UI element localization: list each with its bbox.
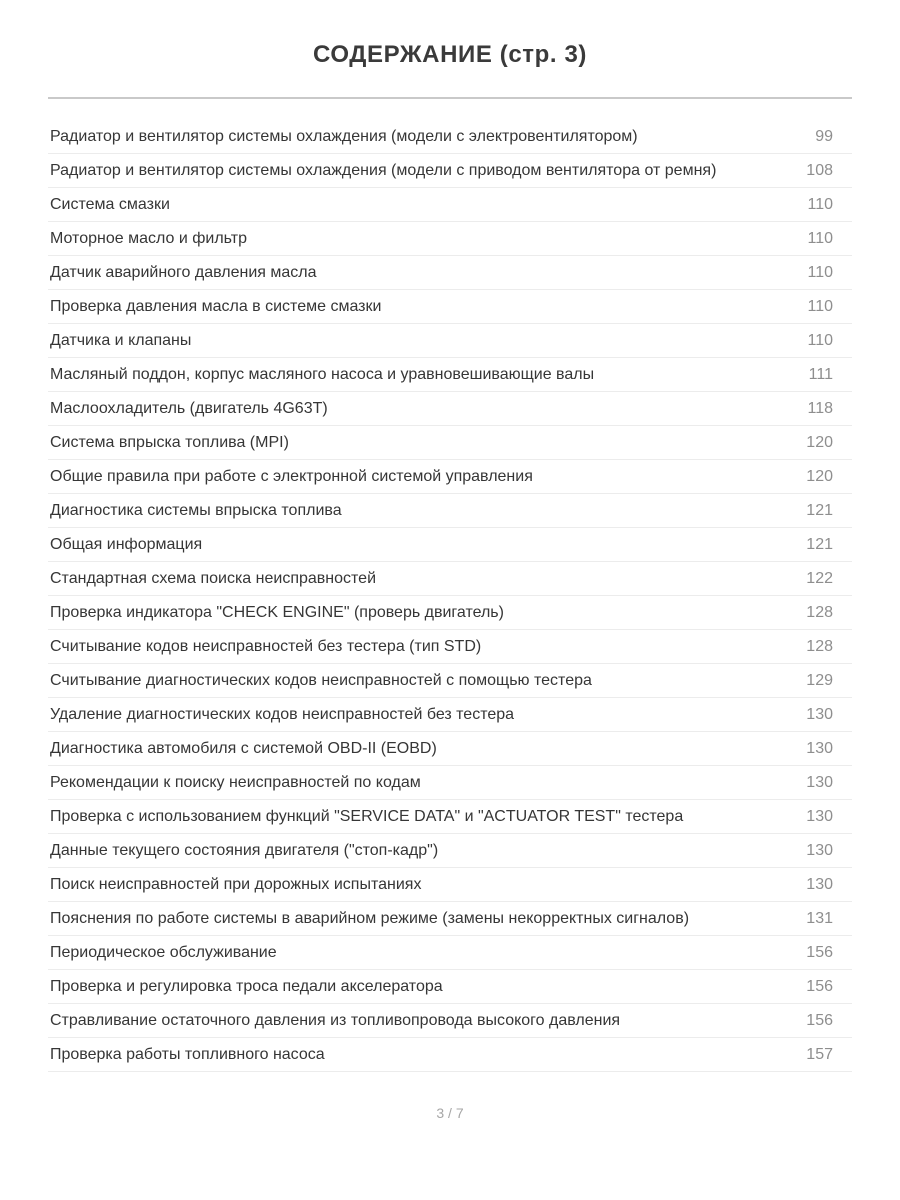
- toc-entry[interactable]: [48, 902, 852, 936]
- toc-entry-page-number: 99: [815, 128, 833, 145]
- toc-entry-label: Проверка работы топливного насоса: [50, 1046, 325, 1063]
- toc-entry-page-number: 156: [806, 978, 833, 995]
- toc-entry-label: Радиатор и вентилятор системы охлаждения (модели с электровентилятором): [50, 128, 638, 145]
- toc-entry-label: Общие правила при работе с электронной системой управления: [50, 468, 533, 485]
- toc-entry-label: Диагностика автомобиля с системой OBD-II (EOBD): [50, 740, 437, 757]
- toc-entry-page-number: 128: [806, 604, 833, 621]
- toc-entry[interactable]: [48, 970, 852, 1004]
- toc-entry[interactable]: [48, 732, 852, 766]
- toc-entry-label: Датчик аварийного давления масла: [50, 264, 317, 281]
- toc-entry-label: Радиатор и вентилятор системы охлаждения (модели с приводом вентилятора от ремня): [50, 162, 717, 179]
- toc-entry-page-number: 129: [806, 672, 833, 689]
- toc-entry[interactable]: [48, 664, 852, 698]
- toc-entry[interactable]: [48, 936, 852, 970]
- toc-entry-label: Масляный поддон, корпус масляного насоса и уравновешивающие валы: [50, 366, 595, 383]
- toc-entry[interactable]: [48, 800, 852, 834]
- toc-entry-label: Проверка давления масла в системе смазки: [50, 298, 382, 315]
- toc-entry-label: Рекомендации к поиску неисправностей по кодам: [50, 774, 421, 791]
- toc-entry-label: Датчика и клапаны: [50, 332, 192, 349]
- toc-entry-page-number: 130: [806, 774, 833, 791]
- toc-entry-page-number: 110: [807, 298, 833, 315]
- toc-entry-page-number: 130: [806, 808, 833, 825]
- toc-entry[interactable]: [48, 392, 852, 426]
- toc-entry[interactable]: [48, 562, 852, 596]
- toc-entry-label: Считывание диагностических кодов неисправностей с помощью тестера: [50, 672, 592, 689]
- toc-list: [48, 120, 852, 1072]
- toc-entry-label: Периодическое обслуживание: [50, 944, 277, 961]
- toc-entry-label: Система смазки: [50, 196, 170, 213]
- toc-entry[interactable]: [48, 188, 852, 222]
- toc-entry[interactable]: [48, 1004, 852, 1038]
- toc-entry-page-number: 122: [806, 570, 833, 587]
- toc-entry-page-number: 111: [808, 366, 833, 383]
- toc-entry-page-number: 110: [807, 196, 833, 213]
- toc-entry[interactable]: [48, 222, 852, 256]
- toc-entry[interactable]: [48, 460, 852, 494]
- toc-entry[interactable]: [48, 256, 852, 290]
- toc-entry[interactable]: [48, 154, 852, 188]
- toc-entry-label: Стравливание остаточного давления из топливопровода высокого давления: [50, 1012, 621, 1029]
- toc-entry-label: Маслоохладитель (двигатель 4G63T): [50, 400, 328, 417]
- toc-entry-page-number: 156: [806, 944, 833, 961]
- toc-entry-label: Проверка с использованием функций "SERVICE DATA" и "ACTUATOR TEST" тестера: [50, 808, 684, 825]
- toc-entry-page-number: 131: [806, 910, 833, 927]
- toc-entry-page-number: 130: [806, 740, 833, 757]
- toc-entry-label: Удаление диагностических кодов неисправностей без тестера: [50, 706, 515, 723]
- title-divider: [48, 97, 852, 99]
- toc-entry-label: Пояснения по работе системы в аварийном режиме (замены некорректных сигналов): [50, 910, 690, 927]
- page-indicator: 3 / 7: [436, 1105, 464, 1121]
- toc-entry-label: Диагностика системы впрыска топлива: [50, 502, 342, 519]
- toc-entry-page-number: 130: [806, 876, 833, 893]
- toc-entry-label: Поиск неисправностей при дорожных испытаниях: [50, 876, 422, 893]
- toc-entry[interactable]: [48, 1038, 852, 1072]
- toc-entry-label: Данные текущего состояния двигателя ("стоп-кадр"): [50, 842, 439, 859]
- toc-entry[interactable]: [48, 494, 852, 528]
- toc-entry[interactable]: [48, 324, 852, 358]
- toc-entry[interactable]: [48, 358, 852, 392]
- toc-entry[interactable]: [48, 766, 852, 800]
- toc-entry-page-number: 157: [806, 1046, 833, 1063]
- toc-entry[interactable]: [48, 426, 852, 460]
- toc-entry[interactable]: [48, 290, 852, 324]
- toc-entry-page-number: 130: [806, 706, 833, 723]
- toc-entry[interactable]: [48, 868, 852, 902]
- toc-entry-page-number: 130: [806, 842, 833, 859]
- toc-entry-page-number: 121: [806, 502, 833, 519]
- toc-entry-page-number: 118: [807, 400, 833, 417]
- page-title: СОДЕРЖАНИЕ (стр. 3): [313, 41, 587, 68]
- toc-entry-page-number: 121: [806, 536, 833, 553]
- toc-entry[interactable]: [48, 120, 852, 154]
- toc-entry[interactable]: [48, 528, 852, 562]
- toc-entry-page-number: 110: [807, 264, 833, 281]
- toc-entry-label: Считывание кодов неисправностей без тестера (тип STD): [50, 638, 482, 655]
- toc-entry[interactable]: [48, 596, 852, 630]
- toc-entry-page-number: 156: [806, 1012, 833, 1029]
- toc-entry[interactable]: [48, 834, 852, 868]
- toc-entry[interactable]: [48, 698, 852, 732]
- toc-entry-label: Стандартная схема поиска неисправностей: [50, 570, 376, 587]
- toc-entry-page-number: 110: [807, 332, 833, 349]
- toc-entry-label: Общая информация: [50, 536, 203, 553]
- toc-entry-page-number: 108: [806, 162, 833, 179]
- toc-entry-page-number: 120: [806, 468, 833, 485]
- toc-entry-page-number: 110: [807, 230, 833, 247]
- toc-entry-label: Проверка индикатора "CHECK ENGINE" (проверь двигатель): [50, 604, 504, 621]
- toc-entry[interactable]: [48, 630, 852, 664]
- toc-entry-label: Система впрыска топлива (MPI): [50, 434, 289, 451]
- content-area: [48, 40, 852, 1122]
- toc-entry-label: Моторное масло и фильтр: [50, 230, 247, 247]
- toc-entry-page-number: 120: [806, 434, 833, 451]
- toc-entry-page-number: 128: [806, 638, 833, 655]
- toc-entry-label: Проверка и регулировка троса педали акселератора: [50, 978, 443, 995]
